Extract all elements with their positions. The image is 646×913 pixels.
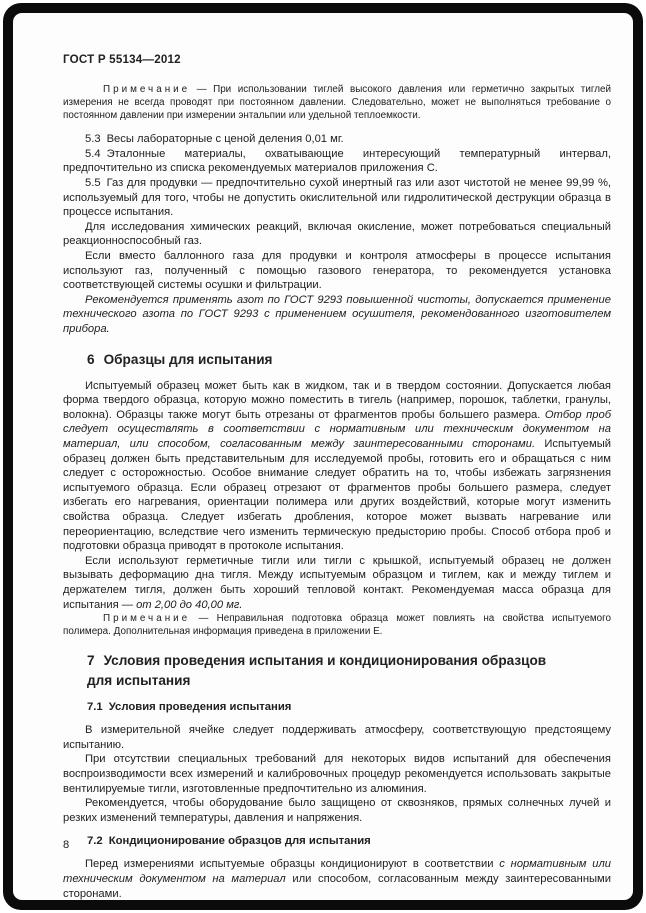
paragraph-reactive-gas: Для исследования химических реакций, включая окисление, может потребоваться специальный реакционноспособный газ. bbox=[63, 220, 611, 248]
paragraph-7-1-atmosphere: В измерительной ячейке следует поддерживать атмосферу, соответствующую предстоящему испытанию. bbox=[63, 724, 611, 751]
text-run: Перед измерениями испытуемые образцы кондиционируют в соответствии bbox=[85, 858, 500, 871]
standard-number-header: ГОСТ Р 55134—2012 bbox=[63, 53, 181, 66]
section-title-line1: Условия проведения испытания и кондиционирования образцов bbox=[103, 653, 547, 669]
paragraph-7-1-crucibles: При отсутствии специальных требований для некоторых видов испытаний для обеспечения воспроизводимости всех измерений и калибровочных процедур рекомендуется использовать закрытые вентилируемые тигли, изготовленные предпочтительно из алюминия. bbox=[63, 753, 611, 795]
clause-number: 5.4 bbox=[85, 147, 101, 160]
clause-5-5 bbox=[63, 176, 611, 220]
text-run-italic: от 2,00 до 40,00 мг. bbox=[136, 598, 243, 611]
text-run: или способом, согласованным между заинтересованными сторонами. bbox=[63, 873, 611, 900]
note-label: Примечание bbox=[103, 84, 191, 95]
subsection-title: Кондиционирование образцов для испытания bbox=[108, 835, 371, 848]
section-title-line2: для испытания bbox=[87, 673, 191, 689]
paragraph-7-1-equipment-protection: Рекомендуется, чтобы оборудование было защищено от сквозняков, прямых солнечных лучей и резких изменений температуры, давления и напряжения. bbox=[63, 797, 611, 824]
clause-text: Весы лабораторные с ценой деления 0,01 мг. bbox=[106, 133, 344, 146]
subsection-number: 7.1 bbox=[87, 701, 103, 714]
text-run: Испытуемый образец может быть как в жидком, так и в твердом состоянии. Допускается любая форма твердого образца, которую можно поместить в тигель (например, порошок, таблетки, гранулы, волокна). Образцы также могут быть отрезаны от фрагментов пробы большего размера. bbox=[63, 379, 611, 421]
text-run: Если используют герметичные тигли или тигли с крышкой, испытуемый образец не должен вызывать деформацию дна тигля. Между испытуемым образцом и тиглем, как и между тиглем и держателем тигля, должен быть хороший тепловой контакт. Рекомендуемая масса образца для испытания — bbox=[63, 554, 611, 611]
section-6-paragraph-2 bbox=[63, 554, 611, 612]
note-label: Примечание bbox=[103, 613, 191, 625]
text-run-italic: с нормативным или техническим документом на материал bbox=[63, 858, 612, 886]
text-run: Испытуемый образец должен быть представительным для исследуемой пробы, готовить его и обращаться с ним следует с осторожностью. Особое внимание следует обратить на то, чтобы избежать загрязнения испытуемого образца. Если образец отрезают от фрагментов пробы большего размера, следует избегать его нагревания, ориентации полимера или других воздействий, которые могут изменить свойства образца. Следует избегать дробления, которое может вызвать нагревание или переориентацию, вследствие чего изменить термическую предысторию пробы. Способ отбора проб и подготовки образца приводят в протоколе испытания. bbox=[63, 437, 612, 553]
section-title: Образцы для испытания bbox=[103, 351, 273, 367]
subsection-7-2-heading bbox=[87, 834, 611, 849]
clause-text: Газ для продувки — предпочтительно сухой инертный газ или азот чистотой не менее 99,99 %, используемый для того, чтобы не допустить окислительной или гидролитической деструкции образца в процессе испытания. bbox=[63, 177, 611, 219]
clause-5-3 bbox=[63, 132, 611, 147]
page-number: 8 bbox=[63, 839, 70, 851]
section-6-paragraph-1 bbox=[63, 379, 611, 554]
document-page bbox=[13, 13, 633, 900]
note-pressure bbox=[63, 83, 611, 122]
paragraph-nitrogen-recommendation: Рекомендуется применять азот по ГОСТ 9293 повышенной чистоты, допускается применение технического азота по ГОСТ 9293 с применением осушителя, рекомендованного изготовителем прибора. bbox=[63, 293, 611, 335]
note-text: — При использовании тиглей высокого давления или герметично закрытых тиглей измерения не всегда проводят при постоянном давлении. Следовательно, может не выполняться требование о постоянном давлении при измерении энтальпии или удельной теплоемкости. bbox=[63, 84, 612, 122]
note-sample-preparation bbox=[63, 612, 611, 638]
paragraph-7-2-conditioning bbox=[63, 857, 611, 900]
section-6-heading bbox=[87, 350, 611, 370]
note-text: — Неправильная подготовка образца может повлиять на свойства испытуемого полимера. Дополнительная информация приведена в приложении Е. bbox=[63, 613, 611, 638]
text-run-italic: Отбор проб следует осуществлять в соответствии с нормативным или техническим документом на материал, или способом, согласованным между заинтересованными сторонами. bbox=[63, 408, 611, 450]
paragraph-gas-generator: Если вместо баллонного газа для продувки и контроля атмосферы в процессе испытания используют газ, полученный с помощью газового генератора, то рекомендуется установка соответствующей системы осушки и фильтрации. bbox=[63, 250, 611, 292]
section-number: 7 bbox=[87, 653, 95, 669]
clause-5-4 bbox=[63, 147, 611, 176]
subsection-number: 7.2 bbox=[87, 835, 103, 848]
clause-number: 5.3 bbox=[85, 133, 101, 146]
section-number: 6 bbox=[87, 351, 95, 367]
subsection-7-1-heading bbox=[87, 700, 611, 715]
clause-number: 5.5 bbox=[85, 177, 101, 190]
subsection-title: Условия проведения испытания bbox=[108, 701, 292, 714]
clause-text: Эталонные материалы, охватывающие интересующий температурный интервал, предпочтительно из списка рекомендуемых материалов приложения С. bbox=[63, 147, 611, 175]
section-7-heading bbox=[87, 651, 611, 691]
